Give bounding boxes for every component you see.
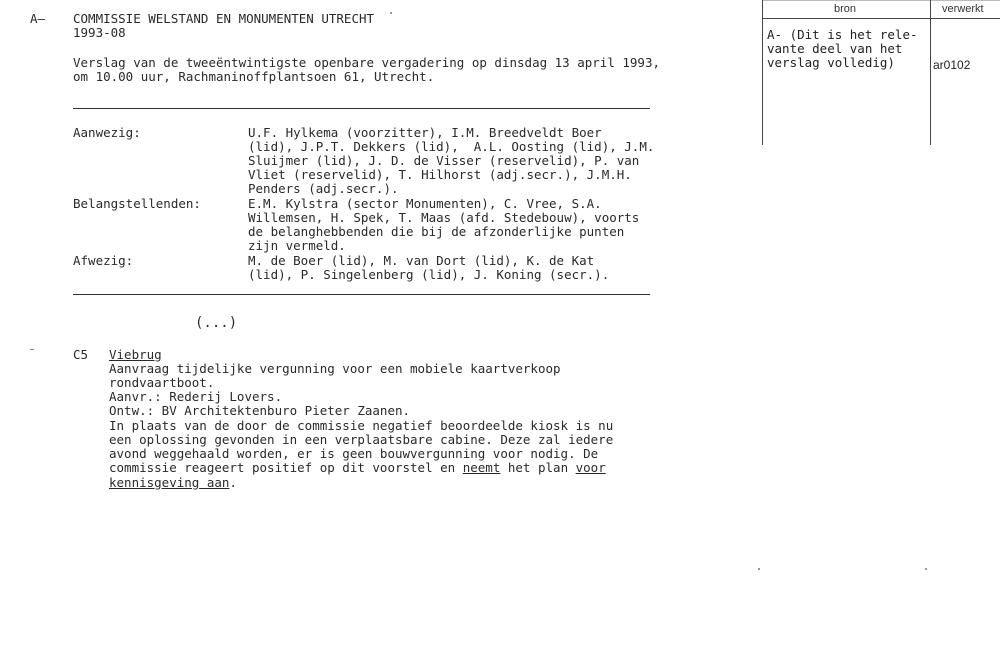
- item-underlined-kennisgeving: kennisgeving aan: [109, 475, 230, 490]
- side-note-line-3: verslag volledig): [767, 55, 895, 70]
- intro-line-1: Verslag van de tweeëntwintigste openbare vergadering op dinsdag 13 april 1993,: [73, 55, 660, 70]
- stakeholders-line-4: zijn vermeld.: [248, 238, 346, 253]
- item-underlined-voor: voor: [575, 460, 606, 475]
- scan-speck: [758, 568, 760, 570]
- side-divider: [930, 0, 931, 145]
- scan-speck: [30, 349, 34, 350]
- side-left-border: [762, 0, 763, 145]
- side-top-line: [762, 0, 1000, 1]
- divider-top: [73, 108, 650, 109]
- side-header-line: [762, 18, 1000, 19]
- item-line-5: In plaats van de door de commissie negatief beoordeelde kiosk is nu: [109, 418, 614, 433]
- present-line-4: Vliet (reservelid), T. Hilhorst (adj.secr.), J.M.H.: [248, 167, 632, 182]
- stakeholders-line-2: Willemsen, H. Spek, T. Maas (afd. Stedebouw), voorts: [248, 210, 640, 225]
- item-line-8-mid: het plan: [500, 460, 576, 475]
- item-line-1: Aanvraag tijdelijke vergunning voor een mobiele kaartverkoop: [109, 361, 561, 376]
- present-line-5: Penders (adj.secr.).: [248, 181, 399, 196]
- side-note-line-1: A- (Dit is het rele-: [767, 27, 918, 42]
- stakeholders-line-3: de belanghebbenden die bij de afzonderlijke punten: [248, 224, 625, 239]
- present-line-2: (lid), J.P.T. Dekkers (lid), A.L. Oosting (lid), J.M.: [248, 139, 655, 154]
- item-line-8: [109, 461, 606, 476]
- archive-code: ar0102: [933, 58, 971, 72]
- document-title: COMMISSIE WELSTAND EN MONUMENTEN UTRECHT: [73, 11, 375, 26]
- scan-speck: [390, 12, 392, 14]
- item-line-6: een oplossing gevonden in een verplaatsbare cabine. Deze zal iedere: [109, 432, 614, 447]
- item-underlined-neemt: neemt: [462, 460, 501, 475]
- item-line-3: Aanvr.: Rederij Lovers.: [109, 389, 283, 404]
- item-code: C5: [73, 347, 89, 362]
- stakeholders-line-1: E.M. Kylstra (sector Monumenten), C. Vree, S.A.: [248, 196, 602, 211]
- col-header-verwerkt: verwerkt: [942, 3, 984, 15]
- item-line-2: rondvaartboot.: [109, 375, 215, 390]
- present-line-3: Sluijmer (lid), J. D. de Visser (reservelid), P. van: [248, 153, 640, 168]
- absent-label: Afwezig:: [73, 253, 134, 268]
- scan-speck: [925, 568, 927, 570]
- source-table: [762, 0, 1000, 145]
- divider-bottom: [73, 294, 650, 295]
- item-line-8-pre: commissie reageert positief op dit voorstel en: [109, 460, 463, 475]
- absent-line-1: M. de Boer (lid), M. van Dort (lid), K. de Kat: [248, 253, 595, 268]
- item-line-9: [109, 476, 237, 491]
- item-line-7: avond weggehaald worden, er is geen bouwvergunning voor nodig. De: [109, 446, 599, 461]
- col-header-bron: bron: [834, 3, 857, 15]
- absent-line-2: (lid), P. Singelenberg (lid), J. Koning (secr.).: [248, 267, 610, 282]
- side-note-line-2: vante deel van het: [767, 41, 903, 56]
- item-title: Viebrug: [109, 347, 162, 362]
- present-label: Aanwezig:: [73, 125, 141, 140]
- item-line-4: Ontw.: BV Architektenburo Pieter Zaanen.: [109, 403, 411, 418]
- stakeholders-label: Belangstellenden:: [73, 196, 201, 211]
- omission-ellipsis: (...): [195, 315, 238, 331]
- report-number: 1993-08: [73, 25, 126, 40]
- intro-line-2: om 10.00 uur, Rachmaninoffplantsoen 61, Utrecht.: [73, 69, 435, 84]
- item-final-punct: .: [229, 475, 237, 490]
- present-line-1: U.F. Hylkema (voorzitter), I.M. Breedveldt Boer: [248, 125, 602, 140]
- section-marker: A—: [30, 11, 46, 26]
